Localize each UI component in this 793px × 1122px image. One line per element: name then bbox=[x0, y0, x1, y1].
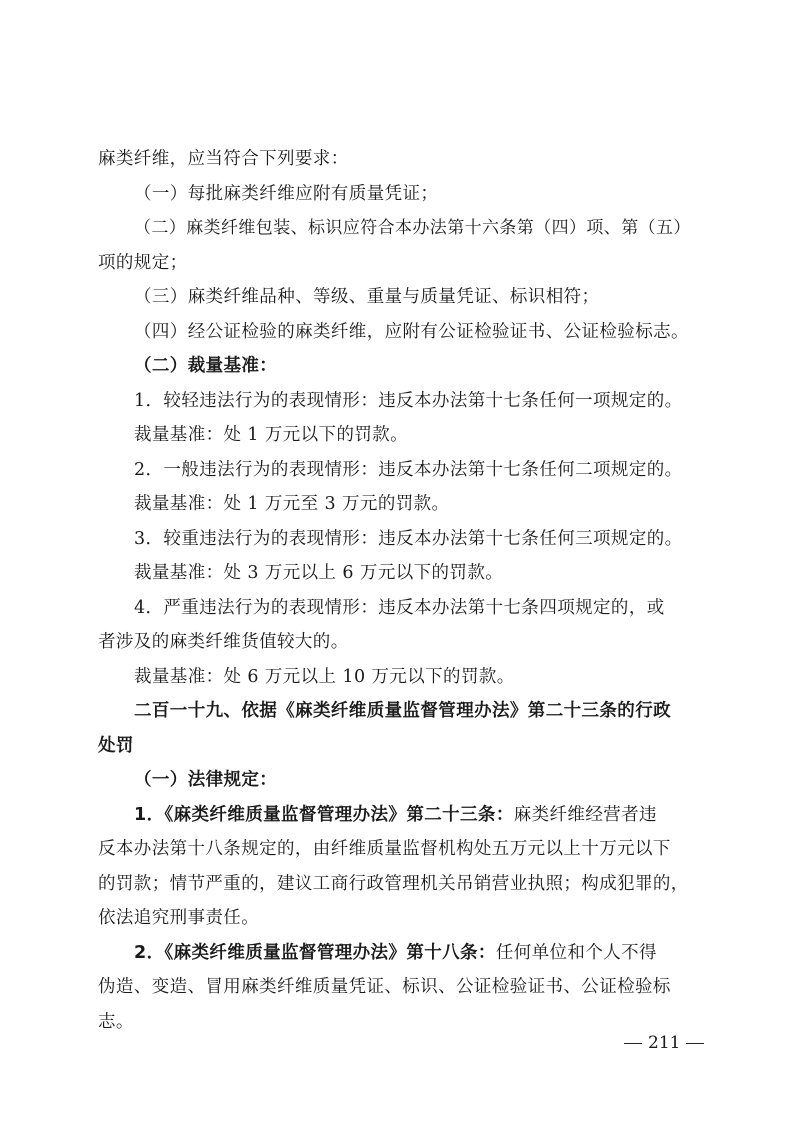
text-line: 麻类纤维，应当符合下列要求： bbox=[98, 149, 349, 169]
law-citation: 2．《麻类纤维质量监督管理办法》第十八条： bbox=[134, 942, 496, 963]
section-heading: （一）法律规定： bbox=[134, 770, 278, 790]
text-line: 裁量基准：处 6 万元以上 10 万元以下的罚款。 bbox=[134, 666, 515, 687]
text-line: 项的规定； bbox=[98, 252, 188, 273]
text-line: 3．较重违法行为的表现情形：违反本办法第十七条任何三项规定的。 bbox=[134, 528, 683, 549]
dash-right bbox=[686, 1043, 704, 1044]
text-line: 裁量基准：处 1 万元以下的罚款。 bbox=[134, 425, 409, 445]
text-line: 者涉及的麻类纤维货值较大的。 bbox=[98, 632, 349, 652]
document-body bbox=[98, 142, 696, 1039]
law-text: 麻类纤维经营者违 bbox=[513, 804, 657, 825]
text-line: 裁量基准：处 1 万元至 3 万元的罚款。 bbox=[134, 494, 450, 514]
law-citation: 1．《麻类纤维质量监督管理办法》第二十三条： bbox=[134, 804, 514, 825]
text-line: 依法追究刑事责任。 bbox=[98, 908, 260, 928]
text-line: （一）每批麻类纤维应附有质量凭证； bbox=[134, 183, 439, 204]
text-line: （二）麻类纤维包装、标识应符合本办法第十六条第（四）项、第（五） bbox=[134, 218, 691, 238]
text-line: 伪造、变造、冒用麻类纤维质量凭证、标识、公证检验证书、公证检验标 bbox=[98, 977, 671, 997]
text-line: 志。 bbox=[98, 1011, 134, 1032]
dash-left bbox=[624, 1043, 642, 1044]
page-number-value: 211 bbox=[648, 1033, 681, 1053]
article-heading: 二百一十九、依据《麻类纤维质量监督管理办法》第二十三条的行政 bbox=[134, 701, 671, 721]
section-heading: （二）裁量基准： bbox=[134, 356, 278, 376]
text-line: （三）麻类纤维品种、等级、重量与质量凭证、标识相符； bbox=[134, 287, 600, 307]
article-heading-cont: 处罚 bbox=[98, 735, 134, 756]
text-line: （四）经公证检验的麻类纤维，应附有公证检验证书、公证检验标志。 bbox=[134, 321, 689, 342]
text-line: 裁量基准：处 3 万元以上 6 万元以下的罚款。 bbox=[134, 563, 504, 583]
text-line bbox=[98, 798, 696, 833]
text-line bbox=[98, 936, 696, 971]
text-line: 的罚款；情节严重的，建议工商行政管理机关吊销营业执照；构成犯罪的， bbox=[98, 873, 689, 894]
law-text: 任何单位和个人不得 bbox=[495, 942, 657, 963]
page-number bbox=[618, 1033, 710, 1053]
text-line: 反本办法第十八条规定的，由纤维质量监督机构处五万元以上十万元以下 bbox=[98, 839, 671, 859]
text-line: 4．严重违法行为的表现情形：违反本办法第十七条四项规定的，或 bbox=[134, 597, 665, 618]
text-line: 2．一般违法行为的表现情形：违反本办法第十七条任何二项规定的。 bbox=[134, 459, 683, 480]
text-line: 1．较轻违法行为的表现情形：违反本办法第十七条任何一项规定的。 bbox=[134, 390, 683, 411]
